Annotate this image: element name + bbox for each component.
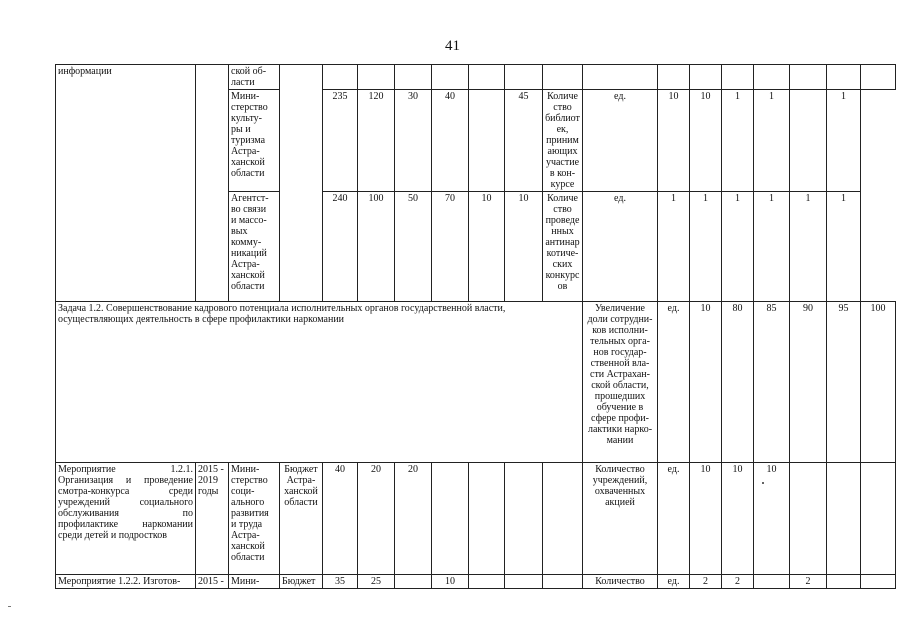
unit-cell: ед. xyxy=(583,192,658,302)
ministry-cell: Мини- стерство культу- ры и туризма Астра- ханской области xyxy=(229,90,280,192)
funding-value xyxy=(432,463,469,575)
unit-cell: ед. xyxy=(583,90,658,192)
funding-value: 20 xyxy=(358,463,395,575)
table-row xyxy=(56,463,896,575)
funding-source-cell xyxy=(280,65,323,302)
indicator-name: Количество проведенных антинаркотиче- ских конкурсов xyxy=(543,192,583,302)
ministry-cell: ской об- ласти xyxy=(229,65,280,90)
years-cell xyxy=(196,65,229,302)
funding-value: 10 xyxy=(505,192,543,302)
ministry-cell: Агентст- во связи и массо- вых комму- никаций Астра- ханской области xyxy=(229,192,280,302)
funding-source-cell: Бюджет xyxy=(280,575,323,589)
years-cell: 2015 - xyxy=(196,575,229,589)
funding-value: 45 xyxy=(505,90,543,192)
unit-cell: ед. xyxy=(658,463,690,575)
ministry-cell: Мини- xyxy=(229,575,280,589)
activity-description: информации xyxy=(56,65,196,302)
indicator-value xyxy=(827,463,861,575)
indicator-value: 10 xyxy=(690,463,722,575)
funding-value: 40 xyxy=(323,463,358,575)
funding-value: 240 xyxy=(323,192,358,302)
table-row xyxy=(56,302,896,463)
indicator-name: Количество xyxy=(583,575,658,589)
indicator-value: 2 xyxy=(722,575,754,589)
funding-value: 10 xyxy=(469,192,505,302)
funding-value: 35 xyxy=(323,575,358,589)
indicator-value: 100 xyxy=(861,302,896,463)
funding-value: 235 xyxy=(323,90,358,192)
indicator-value: 1 xyxy=(690,192,722,302)
indicator-value: 85 xyxy=(754,302,790,463)
funding-value xyxy=(395,575,432,589)
funding-value: 50 xyxy=(395,192,432,302)
funding-value: 25 xyxy=(358,575,395,589)
indicator-value: 1 xyxy=(827,90,861,192)
activity-description: Мероприятие 1.2.2. Изготов- xyxy=(56,575,196,589)
indicator-value: 1 xyxy=(754,90,790,192)
program-table xyxy=(55,64,896,589)
funding-value: 20 xyxy=(395,463,432,575)
ministry-cell: Мини- стерство соци- ального развития и труда Астра- ханской области xyxy=(229,463,280,575)
indicator-value: 1 xyxy=(722,90,754,192)
indicator-value: 10 xyxy=(754,463,790,575)
page-number: 41 xyxy=(445,38,460,54)
indicator-value: 10 xyxy=(722,463,754,575)
indicator-value xyxy=(827,575,861,589)
indicator-value: 10 xyxy=(690,90,722,192)
funding-value xyxy=(469,463,505,575)
indicator-value: 1 xyxy=(754,192,790,302)
funding-value xyxy=(505,463,543,575)
funding-value: 30 xyxy=(395,90,432,192)
funding-value: 10 xyxy=(432,575,469,589)
funding-source-cell: Бюджет Астра- ханской области xyxy=(280,463,323,575)
funding-value: 40 xyxy=(432,90,469,192)
indicator-value: 80 xyxy=(722,302,754,463)
indicator-value: 10 xyxy=(658,90,690,192)
indicator-value: 1 xyxy=(790,192,827,302)
indicator-value xyxy=(790,90,827,192)
table-row xyxy=(56,65,896,90)
scan-speck xyxy=(8,606,11,607)
table-row xyxy=(56,575,896,589)
scan-speck xyxy=(762,482,764,484)
indicator-value: 2 xyxy=(790,575,827,589)
funding-value: 120 xyxy=(358,90,395,192)
indicator-value: 10 xyxy=(690,302,722,463)
unit-cell: ед. xyxy=(658,575,690,589)
funding-value xyxy=(505,575,543,589)
indicator-value: 1 xyxy=(658,192,690,302)
years-cell: 2015 - 2019 годы xyxy=(196,463,229,575)
indicator-value: 1 xyxy=(722,192,754,302)
indicator-value xyxy=(861,575,896,589)
indicator-value xyxy=(861,463,896,575)
task-heading: Задача 1.2. Совершенствование кадрового потенциала исполнительных органов государственной власти, осуществляющих деятельность в сфере профилактики наркомании xyxy=(56,302,583,463)
funding-value xyxy=(469,575,505,589)
indicator-value: 1 xyxy=(827,192,861,302)
indicator-value: 2 xyxy=(690,575,722,589)
indicator-value: 95 xyxy=(827,302,861,463)
funding-value: 100 xyxy=(358,192,395,302)
unit-cell: ед. xyxy=(658,302,690,463)
funding-value: 70 xyxy=(432,192,469,302)
indicator-value: 90 xyxy=(790,302,827,463)
indicator-name: Увеличение доли сотрудни- ков исполни- тельных орга- нов государ- ственной вла- сти Астрахан- ской области, прошедших обучение в сфере профи- лактики нарко- мании xyxy=(583,302,658,463)
funding-value xyxy=(469,90,505,192)
indicator-value xyxy=(790,463,827,575)
activity-description: Мероприятие 1.2.1. Организация и проведение смотра-конкурса среди учреждений социального обслуживания по профилактике наркомании среди детей и подростков xyxy=(56,463,196,575)
indicator-value xyxy=(754,575,790,589)
indicator-name: Количество библиотек, принимающих участие в кон- курсе xyxy=(543,90,583,192)
indicator-name: Количество учреждений, охваченных акцией xyxy=(583,463,658,575)
